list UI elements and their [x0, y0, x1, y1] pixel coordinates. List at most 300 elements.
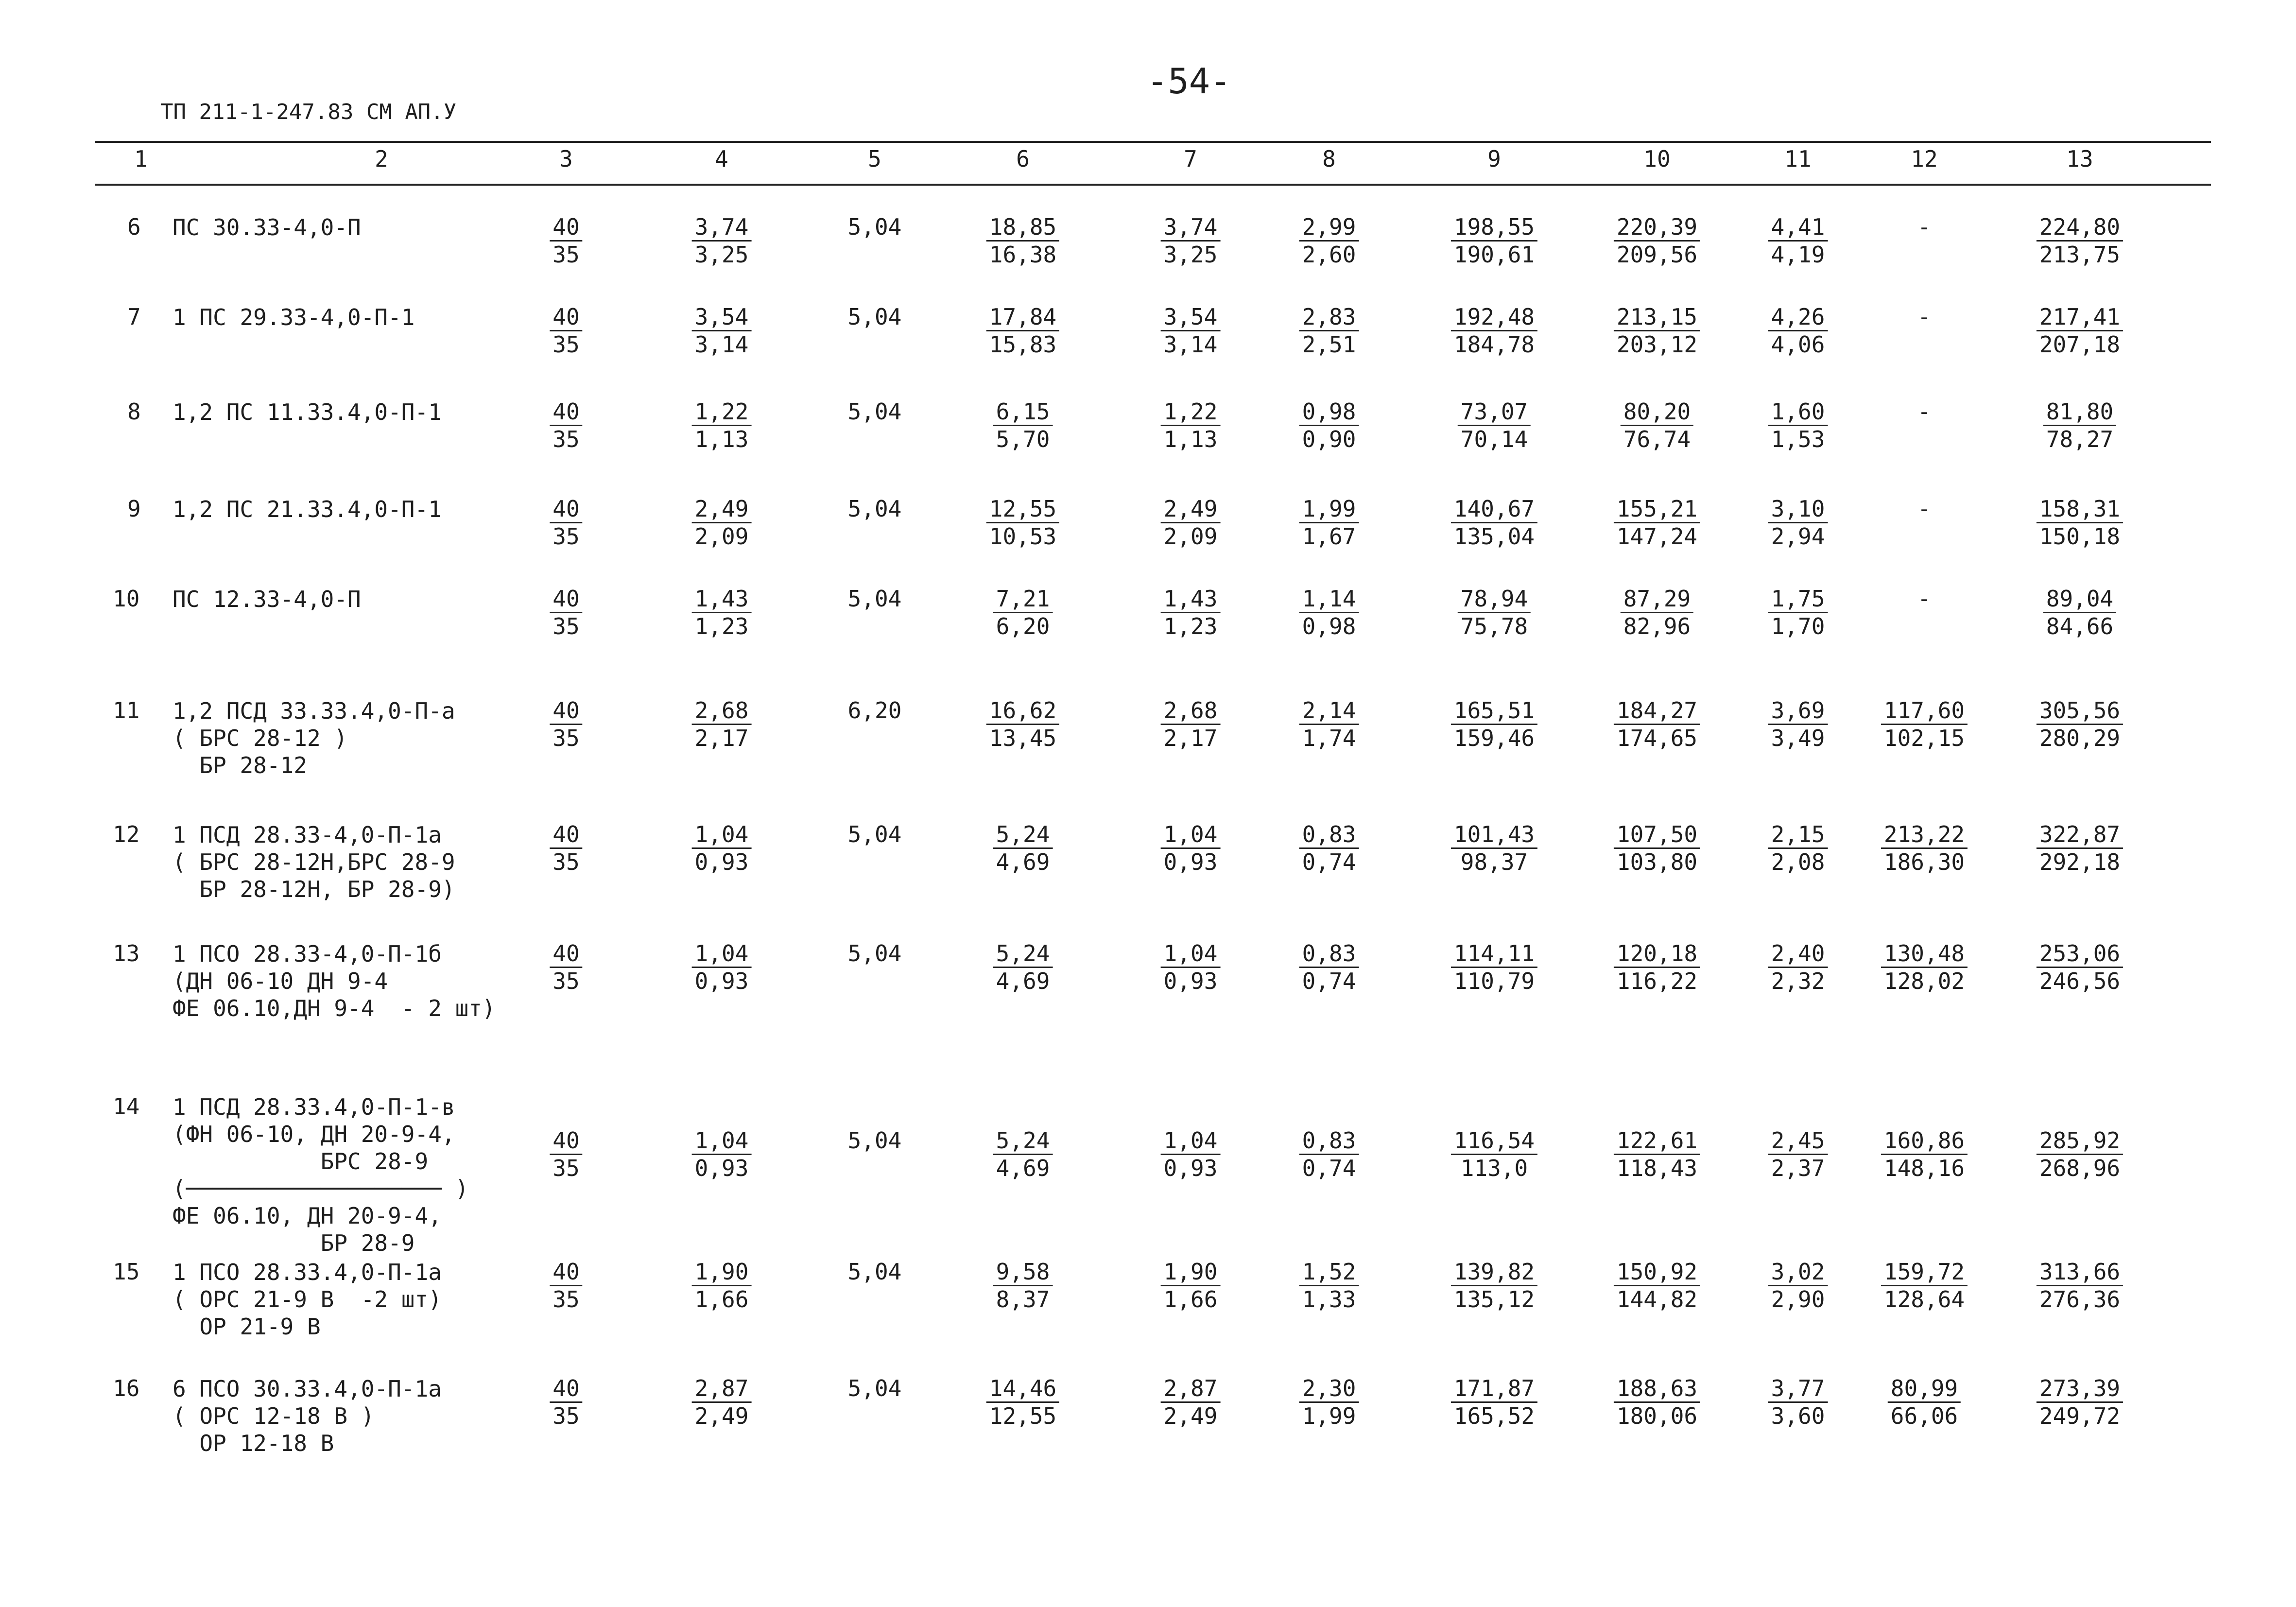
- denominator: 35: [552, 1403, 580, 1429]
- numerator: 80,99: [1888, 1375, 1961, 1403]
- value-fraction-col-3: [550, 586, 582, 639]
- value-fraction-col-7: [1161, 586, 1221, 639]
- denominator: 209,56: [1616, 242, 1698, 268]
- column-header-7: 7: [1184, 146, 1197, 172]
- value-fraction-col-9: [1451, 214, 1537, 268]
- value-fraction-col-6: [993, 1127, 1053, 1181]
- value-fraction-col-4: [692, 304, 752, 358]
- value-col-12: -: [1917, 586, 1931, 612]
- value-col-12: -: [1917, 496, 1931, 522]
- numerator: 1,60: [1768, 398, 1828, 426]
- column-header-5: 5: [868, 146, 881, 172]
- value-fraction-col-7: [1161, 1375, 1221, 1429]
- denominator: 12,55: [989, 1403, 1057, 1429]
- value-fraction-col-6: [993, 940, 1053, 994]
- denominator: 2,49: [694, 1403, 749, 1429]
- denominator: 110,79: [1453, 968, 1535, 994]
- value-fraction-col-11: [1768, 1127, 1828, 1181]
- denominator: 35: [552, 426, 580, 452]
- numerator: 1,14: [1299, 586, 1359, 613]
- value-fraction-col-13: [2037, 1375, 2123, 1429]
- denominator: 0,93: [694, 968, 749, 994]
- designation-line: ( ОРС 21-9 В -2 шт): [173, 1286, 442, 1313]
- value-fraction-col-12: [1881, 1127, 1968, 1181]
- numerator: 3,10: [1768, 496, 1828, 523]
- value-fraction-col-3: [550, 304, 582, 358]
- column-header-2: 2: [375, 146, 388, 172]
- numerator: 1,04: [1161, 1127, 1221, 1155]
- value-fraction-col-8: [1299, 214, 1359, 268]
- designation-line: 1 ПСО 28.33.4,0-П-1а: [173, 1259, 442, 1285]
- numerator: 1,52: [1299, 1259, 1359, 1286]
- denominator: 0,74: [1302, 1155, 1356, 1181]
- numerator: 2,40: [1768, 940, 1828, 968]
- value-col-5: 5,04: [847, 398, 902, 425]
- value-fraction-col-11: [1768, 940, 1828, 994]
- numerator: 89,04: [2043, 586, 2116, 613]
- value-fraction-col-13: [2037, 1259, 2123, 1313]
- numerator: 213,15: [1614, 304, 1700, 331]
- numerator: 155,21: [1614, 496, 1700, 523]
- value-fraction-col-9: [1451, 1259, 1537, 1313]
- denominator: 3,60: [1771, 1403, 1825, 1429]
- denominator: 2,90: [1771, 1286, 1825, 1313]
- row-number: 14: [113, 1093, 140, 1120]
- column-header-10: 10: [1643, 146, 1671, 172]
- numerator: 2,83: [1299, 304, 1359, 331]
- designation-line: 1 ПСД 28.33-4,0-П-1а: [173, 822, 442, 848]
- denominator: 35: [552, 725, 580, 751]
- denominator: 0,93: [1163, 849, 1218, 875]
- numerator: 40: [550, 1375, 582, 1403]
- numerator: 224,80: [2037, 214, 2123, 242]
- value-fraction-col-7: [1161, 1259, 1221, 1313]
- numerator: 3,74: [1161, 214, 1221, 242]
- value-col-5: 5,04: [847, 496, 902, 522]
- value-fraction-col-4: [692, 586, 752, 639]
- column-header-9: 9: [1487, 146, 1501, 172]
- value-fraction-col-8: [1299, 1259, 1359, 1313]
- item-designation: [173, 1259, 442, 1340]
- denominator: 4,69: [996, 1155, 1050, 1181]
- row-number: 15: [113, 1259, 140, 1285]
- value-fraction-col-7: [1161, 697, 1221, 751]
- value-fraction-col-13: [2037, 304, 2123, 358]
- denominator: 203,12: [1616, 331, 1698, 358]
- numerator: 6,15: [993, 398, 1053, 426]
- numerator: 139,82: [1451, 1259, 1537, 1286]
- denominator: 0,93: [1163, 1155, 1218, 1181]
- designation-line: ОР 21-9 В: [173, 1313, 321, 1340]
- numerator: 3,54: [1161, 304, 1221, 331]
- numerator: 1,90: [1161, 1259, 1221, 1286]
- designation-line: (ДН 06-10 ДН 9-4: [173, 968, 388, 994]
- denominator: 1,67: [1302, 523, 1356, 550]
- row-number: 8: [127, 398, 141, 425]
- value-col-5: 5,04: [847, 586, 902, 612]
- denominator: 1,74: [1302, 725, 1356, 751]
- numerator: 150,92: [1614, 1259, 1700, 1286]
- numerator: 3,77: [1768, 1375, 1828, 1403]
- value-fraction-col-6: [993, 398, 1053, 452]
- numerator: 114,11: [1451, 940, 1537, 968]
- value-fraction-col-4: [692, 214, 752, 268]
- denominator: 0,93: [1163, 968, 1218, 994]
- value-fraction-col-12: [1881, 821, 1968, 875]
- value-fraction-col-8: [1299, 398, 1359, 452]
- denominator: 4,06: [1771, 331, 1825, 358]
- value-fraction-col-3: [550, 1127, 582, 1181]
- numerator: 122,61: [1614, 1127, 1700, 1155]
- denominator: 180,06: [1616, 1403, 1698, 1429]
- value-col-5: 5,04: [847, 1259, 902, 1285]
- denominator: 2,94: [1771, 523, 1825, 550]
- numerator: 40: [550, 697, 582, 725]
- denominator: 13,45: [989, 725, 1057, 751]
- value-fraction-col-4: [692, 1375, 752, 1429]
- denominator: 16,38: [989, 242, 1057, 268]
- numerator: 116,54: [1451, 1127, 1537, 1155]
- designation-line: ПС 30.33-4,0-П: [173, 214, 361, 241]
- numerator: 322,87: [2037, 821, 2123, 849]
- numerator: 120,18: [1614, 940, 1700, 968]
- denominator: 1,23: [694, 613, 749, 639]
- denominator: 213,75: [2039, 242, 2121, 268]
- value-fraction-col-7: [1161, 821, 1221, 875]
- designation-line: 1 ПСД 28.33.4,0-П-1-в: [173, 1094, 455, 1120]
- numerator: 305,56: [2037, 697, 2123, 725]
- value-fraction-col-3: [550, 1259, 582, 1313]
- numerator: 3,74: [692, 214, 752, 242]
- designation-line: ФЕ 06.10, ДН 20-9-4,: [173, 1203, 442, 1229]
- numerator: 87,29: [1621, 586, 1693, 613]
- numerator: 4,26: [1768, 304, 1828, 331]
- value-fraction-col-13: [2043, 398, 2116, 452]
- numerator: 220,39: [1614, 214, 1700, 242]
- row-number: 9: [127, 496, 141, 522]
- numerator: 313,66: [2037, 1259, 2123, 1286]
- denominator: 113,0: [1460, 1155, 1528, 1181]
- value-fraction-col-7: [1161, 304, 1221, 358]
- denominator: 159,46: [1453, 725, 1535, 751]
- designation-line: 1,2 ПСД 33.33.4,0-П-а: [173, 698, 455, 724]
- denominator: 1,13: [694, 426, 749, 452]
- numerator: 140,67: [1451, 496, 1537, 523]
- denominator: 8,37: [996, 1286, 1050, 1313]
- value-col-12: -: [1917, 304, 1931, 330]
- denominator: 76,74: [1623, 426, 1691, 452]
- value-fraction-col-9: [1451, 496, 1537, 550]
- denominator: 118,43: [1616, 1155, 1698, 1181]
- numerator: 2,14: [1299, 697, 1359, 725]
- denominator: 5,70: [996, 426, 1050, 452]
- denominator: 0,98: [1302, 613, 1356, 639]
- value-fraction-col-4: [692, 697, 752, 751]
- value-fraction-col-12: [1881, 1259, 1968, 1313]
- value-fraction-col-10: [1614, 1127, 1700, 1181]
- designation-line: ( ОРС 12-18 В ): [173, 1403, 375, 1429]
- numerator: 188,63: [1614, 1375, 1700, 1403]
- value-fraction-col-11: [1768, 586, 1828, 639]
- designation-line: 1 ПС 29.33-4,0-П-1: [173, 304, 415, 330]
- column-header-13: 13: [2066, 146, 2093, 172]
- value-fraction-col-10: [1614, 697, 1700, 751]
- designation-line: 6 ПСО 30.33.4,0-П-1а: [173, 1376, 442, 1402]
- value-fraction-col-9: [1458, 586, 1531, 639]
- denominator: 116,22: [1616, 968, 1698, 994]
- item-designation: [173, 496, 442, 523]
- numerator: 40: [550, 304, 582, 331]
- designation-line: 1,2 ПС 21.33.4,0-П-1: [173, 496, 442, 522]
- denominator: 135,04: [1453, 523, 1535, 550]
- value-fraction-col-6: [986, 496, 1059, 550]
- item-designation: [173, 214, 361, 241]
- denominator: 186,30: [1883, 849, 1965, 875]
- denominator: 0,74: [1302, 849, 1356, 875]
- value-fraction-col-9: [1451, 1127, 1537, 1181]
- numerator: 2,68: [1161, 697, 1221, 725]
- denominator: 207,18: [2039, 331, 2121, 358]
- denominator: 70,14: [1460, 426, 1528, 452]
- numerator: 81,80: [2043, 398, 2116, 426]
- numerator: 5,24: [993, 1127, 1053, 1155]
- item-designation: [173, 304, 415, 331]
- value-fraction-col-9: [1451, 821, 1537, 875]
- denominator: 190,61: [1453, 242, 1535, 268]
- numerator: 2,87: [1161, 1375, 1221, 1403]
- value-fraction-col-6: [986, 697, 1059, 751]
- designation-line: 1,2 ПС 11.33.4,0-П-1: [173, 399, 442, 425]
- denominator: 84,66: [2046, 613, 2114, 639]
- value-fraction-col-13: [2037, 697, 2123, 751]
- numerator: 0,98: [1299, 398, 1359, 426]
- denominator: 174,65: [1616, 725, 1698, 751]
- denominator: 150,18: [2039, 523, 2121, 550]
- designation-line: БР 28-12: [173, 752, 307, 778]
- denominator: 148,16: [1883, 1155, 1965, 1181]
- item-designation: [173, 940, 496, 1022]
- denominator: 276,36: [2039, 1286, 2121, 1313]
- value-fraction-col-12: [1881, 697, 1968, 751]
- denominator: 0,93: [694, 1155, 749, 1181]
- value-col-12: -: [1917, 214, 1931, 240]
- denominator: 75,78: [1460, 613, 1528, 639]
- denominator: 3,49: [1771, 725, 1825, 751]
- value-col-5: 5,04: [847, 940, 902, 967]
- numerator: 1,22: [1161, 398, 1221, 426]
- numerator: 2,49: [1161, 496, 1221, 523]
- denominator: 35: [552, 613, 580, 639]
- numerator: 117,60: [1881, 697, 1968, 725]
- column-header-4: 4: [715, 146, 728, 172]
- denominator: 2,37: [1771, 1155, 1825, 1181]
- denominator: 1,33: [1302, 1286, 1356, 1313]
- denominator: 3,14: [694, 331, 749, 358]
- column-header-11: 11: [1784, 146, 1812, 172]
- denominator: 2,60: [1302, 242, 1356, 268]
- numerator: 107,50: [1614, 821, 1700, 849]
- value-col-5: 5,04: [847, 304, 902, 330]
- numerator: 253,06: [2037, 940, 2123, 968]
- designation-line: ФЕ 06.10,ДН 9-4 - 2 шт): [173, 995, 496, 1021]
- numerator: 273,39: [2037, 1375, 2123, 1403]
- numerator: 16,62: [986, 697, 1059, 725]
- value-fraction-col-11: [1768, 1375, 1828, 1429]
- value-fraction-col-7: [1161, 1127, 1221, 1181]
- numerator: 0,83: [1299, 821, 1359, 849]
- numerator: 159,72: [1881, 1259, 1968, 1286]
- numerator: 2,87: [692, 1375, 752, 1403]
- designation-line: 1 ПСО 28.33-4,0-П-1б: [173, 941, 442, 967]
- numerator: 1,04: [692, 940, 752, 968]
- value-fraction-col-6: [993, 1259, 1053, 1313]
- numerator: 285,92: [2037, 1127, 2123, 1155]
- value-fraction-col-8: [1299, 304, 1359, 358]
- value-col-5: 5,04: [847, 214, 902, 240]
- denominator: 2,17: [1163, 725, 1218, 751]
- denominator: 2,32: [1771, 968, 1825, 994]
- row-number: 6: [127, 214, 141, 240]
- denominator: 15,83: [989, 331, 1057, 358]
- numerator: 40: [550, 586, 582, 613]
- denominator: 292,18: [2039, 849, 2121, 875]
- value-fraction-col-10: [1614, 1259, 1700, 1313]
- denominator: 135,12: [1453, 1286, 1535, 1313]
- value-fraction-col-11: [1768, 821, 1828, 875]
- denominator: 2,09: [1163, 523, 1218, 550]
- numerator: 5,24: [993, 821, 1053, 849]
- item-designation: [173, 821, 455, 903]
- value-fraction-col-11: [1768, 496, 1828, 550]
- designation-line: (─────────────────── ): [173, 1175, 469, 1202]
- denominator: 128,64: [1883, 1286, 1965, 1313]
- value-fraction-col-7: [1161, 214, 1221, 268]
- row-number: 10: [113, 586, 140, 612]
- denominator: 10,53: [989, 523, 1057, 550]
- numerator: 40: [550, 940, 582, 968]
- item-designation: [173, 1375, 442, 1457]
- denominator: 35: [552, 331, 580, 358]
- value-fraction-col-4: [692, 940, 752, 994]
- designation-line: ПС 12.33-4,0-П: [173, 586, 361, 612]
- denominator: 98,37: [1460, 849, 1528, 875]
- numerator: 1,43: [692, 586, 752, 613]
- numerator: 1,75: [1768, 586, 1828, 613]
- value-col-5: 5,04: [847, 821, 902, 847]
- value-fraction-col-7: [1161, 940, 1221, 994]
- row-number: 16: [113, 1375, 140, 1401]
- numerator: 2,30: [1299, 1375, 1359, 1403]
- value-fraction-col-10: [1614, 940, 1700, 994]
- numerator: 40: [550, 214, 582, 242]
- numerator: 9,58: [993, 1259, 1053, 1286]
- item-designation: [173, 586, 361, 613]
- numerator: 160,86: [1881, 1127, 1968, 1155]
- numerator: 5,24: [993, 940, 1053, 968]
- numerator: 192,48: [1451, 304, 1537, 331]
- numerator: 78,94: [1458, 586, 1531, 613]
- designation-line: (ФН 06-10, ДН 20-9-4,: [173, 1121, 455, 1147]
- value-fraction-col-3: [550, 697, 582, 751]
- designation-line: ( БРС 28-12Н,БРС 28-9: [173, 849, 455, 875]
- denominator: 1,66: [694, 1286, 749, 1313]
- denominator: 35: [552, 1286, 580, 1313]
- denominator: 6,20: [996, 613, 1050, 639]
- value-fraction-col-10: [1614, 214, 1700, 268]
- denominator: 3,14: [1163, 331, 1218, 358]
- numerator: 1,99: [1299, 496, 1359, 523]
- value-fraction-col-8: [1299, 821, 1359, 875]
- numerator: 0,83: [1299, 1127, 1359, 1155]
- column-header-12: 12: [1911, 146, 1938, 172]
- value-fraction-col-12: [1881, 940, 1968, 994]
- numerator: 2,68: [692, 697, 752, 725]
- numerator: 3,02: [1768, 1259, 1828, 1286]
- value-fraction-col-7: [1161, 496, 1221, 550]
- denominator: 4,19: [1771, 242, 1825, 268]
- value-fraction-col-6: [993, 821, 1053, 875]
- item-designation: [173, 697, 455, 779]
- value-fraction-col-10: [1614, 1375, 1700, 1429]
- denominator: 4,69: [996, 968, 1050, 994]
- value-fraction-col-9: [1451, 940, 1537, 994]
- value-fraction-col-4: [692, 1259, 752, 1313]
- table-header-rule: [95, 184, 2211, 186]
- denominator: 1,13: [1163, 426, 1218, 452]
- denominator: 102,15: [1883, 725, 1965, 751]
- value-fraction-col-4: [692, 496, 752, 550]
- value-fraction-col-3: [550, 496, 582, 550]
- numerator: 3,54: [692, 304, 752, 331]
- numerator: 101,43: [1451, 821, 1537, 849]
- numerator: 80,20: [1621, 398, 1693, 426]
- value-fraction-col-12: [1888, 1375, 1961, 1429]
- value-fraction-col-3: [550, 398, 582, 452]
- value-fraction-col-13: [2037, 496, 2123, 550]
- denominator: 103,80: [1616, 849, 1698, 875]
- denominator: 184,78: [1453, 331, 1535, 358]
- denominator: 2,49: [1163, 1403, 1218, 1429]
- value-fraction-col-9: [1458, 398, 1531, 452]
- table-top-rule: [95, 141, 2211, 143]
- numerator: 1,04: [692, 1127, 752, 1155]
- numerator: 217,41: [2037, 304, 2123, 331]
- numerator: 1,90: [692, 1259, 752, 1286]
- numerator: 40: [550, 1259, 582, 1286]
- denominator: 144,82: [1616, 1286, 1698, 1313]
- denominator: 1,53: [1771, 426, 1825, 452]
- numerator: 2,15: [1768, 821, 1828, 849]
- numerator: 40: [550, 821, 582, 849]
- column-header-8: 8: [1322, 146, 1336, 172]
- value-fraction-col-9: [1451, 304, 1537, 358]
- numerator: 165,51: [1451, 697, 1537, 725]
- denominator: 0,90: [1302, 426, 1356, 452]
- denominator: 1,99: [1302, 1403, 1356, 1429]
- row-number: 7: [127, 304, 141, 330]
- value-fraction-col-8: [1299, 940, 1359, 994]
- value-fraction-col-11: [1768, 697, 1828, 751]
- value-fraction-col-7: [1161, 398, 1221, 452]
- denominator: 2,17: [694, 725, 749, 751]
- denominator: 82,96: [1623, 613, 1691, 639]
- column-header-3: 3: [559, 146, 573, 172]
- value-fraction-col-10: [1621, 398, 1693, 452]
- numerator: 2,45: [1768, 1127, 1828, 1155]
- denominator: 3,25: [1163, 242, 1218, 268]
- denominator: 268,96: [2039, 1155, 2121, 1181]
- numerator: 198,55: [1451, 214, 1537, 242]
